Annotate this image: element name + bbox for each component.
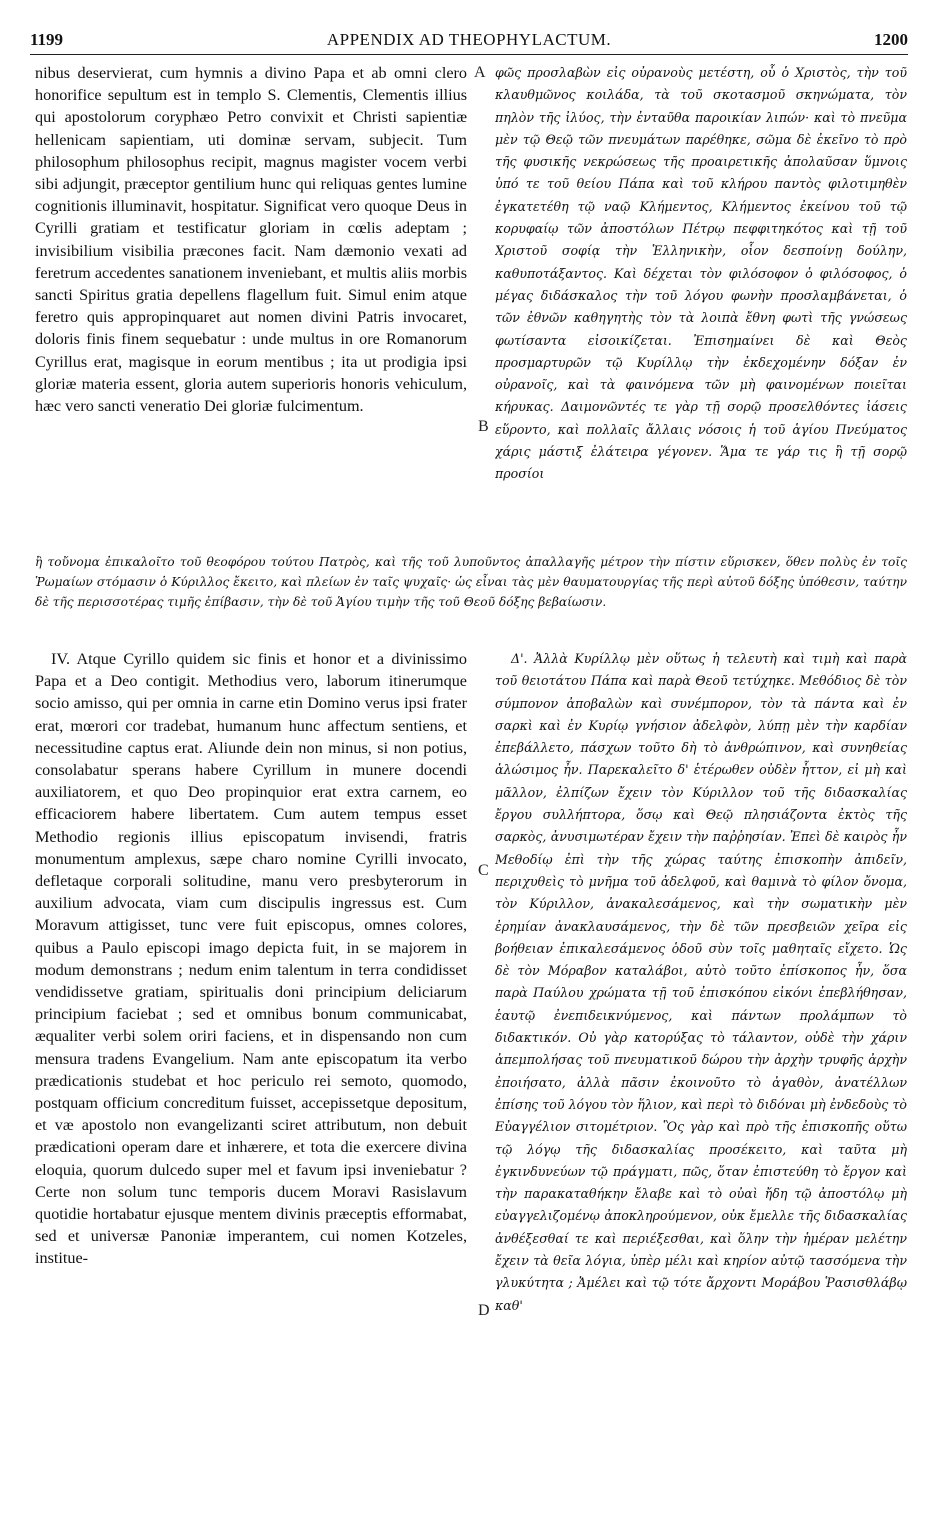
header-rule [30,54,908,55]
greek-full-width-continuation [35,552,907,652]
greek-column-section-2 [495,648,907,1518]
margin-letter-b: B [478,418,489,435]
running-title: APPENDIX AD THEOPHYLACTUM. [326,30,612,49]
latin-paragraph: IV. Atque Cyrillo quidem sic finis et honor et a divinissimo Papa et a Deo contigit. Methodius vero, laborum itinerumque socio amisso, qui per omnia in carne etin Domino verus ipsi frater erat, mœrori cor tradebat, humanum hunc affectum sentiens, et necessitudine captus erat. Aliunde dein non minus, si non potius, consolabatur sperans habere Cyrillum in munere docendi auxiliatorem, et quo Deo propinquior erat extra carnem, eo efficaciorem habere libertatem. Cum autem tempus esset Methodio regionis illius episcopatum invisendi, fratris monumentum amplexus, sæpe charo nomine Cyrilli invocato, defletaque corporali solitudine, manu vero presbyterorum in auxilium advocata, viam cum discipulis ingressus est. Cum Moravum attigisset, tunc vere fuit episcopus, omnes colores, quibus a Paulo episcopi imago depicta fuit, in se majorem in modum demonstrans ; nedum enim talentum in terra condidisset vendidissetve gratiam, spiritualis doni principium deliciarum principium faciebat ; sed et omnibus bonum communicabat, æqualiter verbi solem oriri faciens, et in dispensando non cum mensura tradens Evangelium. Nam ante episcopatum ita verbo prædicationis studebat et hoc periculo rei semoto, quomodo, postquam officium concreditum fuisset, accepissetque depositum, et væ apostolo non evangelizanti sciret attributum, non debuit prædicationi operam dare et inhærere, et tota die exercere divina eloquia, quorum dulcedo super mel et favum ipsi inveniebatur ? Certe non solum tunc temporis ducem Moravi Rasislavum quotidie hortabatur ejusque mentem divinis præceptis efformabat, sed et universæ Panoniæ imperantem, cui nomen Kotzeles, institue- [35,650,467,1268]
margin-letter-d: D [478,1302,490,1319]
margin-letter-a: A [474,64,486,81]
greek-paragraph: ἢ τοὔνομα ἐπικαλοῖτο τοῦ θεοφόρου τούτου Πατρὸς, καὶ τῆς τοῦ λυποῦντος ἀπαλλαγῆς μέτρον τὴν πίστιν εὕρισκεν, ὅθεν πολὺς ἐν τοῖς Ῥωμαίων στόμασιν ὁ Κύριλλος ἔκειτο, καὶ πλείων ἐν ταῖς ψυχαῖς· ὡς εἶναι τὰς μὲν θαυματουργίας τῆς περὶ αὐτοῦ δόξης ὑπόθεσιν, ταύτην δὲ τῆς περισσοτέρας τιμῆς ἐπίβασιν, τὴν δὲ τοῦ Ἁγίου τιμὴν τῆς τοῦ Θεοῦ δόξης βεβαίωσιν. [35,555,907,609]
latin-paragraph: nibus deservierat, cum hymnis a divino Papa et ab omni clero honorifice sepultum est in templo S. Clementis, Clementis illius qui apostolorum coryphæo Petro convixit et Christi sapientiæ hellenicam sapientiam, uti dominæ servam, subjecit. Tum philosophum philosophus recipit, magnus magister vocem verbi sibi adjungit, præceptor gentilium hunc qui reliquas gentes lumine cognitionis illuminavit, hospitatur. Significat vero quoque Deus in Cyrilli gratiam et testificatur gloriam in cœlis adeptam ; invisibilium visibilia præcones facit. Nam dæmonio vexati ad feretrum accedentes sanationem inveniebant, et multis aliis morbis sancti Spiritus gratia depellens flagellum fuit. Simul enim atque feretro quis appropinquaret aut nomen divini Patris invocaret, doloris finis finem sequebatur : unde multus in ore Romanorum Cyrillus erat, magisque in eorum mentibus ; ita ut prodigia ipsi gloriæ materia essent, gloria autem superioris honoris vehiculum, hæc vero sancti veneratio Dei gloriæ fulcimentum. [35,64,467,416]
greek-paragraph: Δ'. Ἀλλὰ Κυρίλλῳ μὲν οὕτως ἡ τελευτὴ καὶ τιμὴ καὶ παρὰ τοῦ θειοτάτου Πάπα καὶ παρὰ Θεοῦ τετύχηκε. Μεθόδιος δὲ τὸν σύμπονον ἀποβαλὼν καὶ συνέμπορον, τὸν τὰ πάντα καὶ ἐν σαρκὶ καὶ ἐν Κυρίῳ γνήσιον ἀδελφὸν, λύπῃ μὲν τὴν καρδίαν ἐπεβάλλετο, πάσχων τοῦτο δὴ τὸ ἀνθρώπινον, καὶ συνηθείας ἁλώσιμος ἦν. Παρεκαλεῖτο δ' ἑτέρωθεν οὐδὲν ἧττον, εἰ μὴ καὶ μᾶλλον, ἐλπίζων ἔχειν τὸν Κύριλλον τοῦ τῆς διδασκαλίας ἔργου συλλήπτορα, ὅσῳ καὶ Θεῷ πλησιάζοντα ἐκτὸς τῆς σαρκὸς, ἀνυσιμωτέραν ἔχειν τὴν παῤῥησίαν. Ἐπεὶ δὲ καιρὸς ἦν Μεθοδίῳ ἐπὶ τὴν τῆς χώρας ταύτης ἐπισκοπὴν ἀπιδεῖν, περιχυθεὶς τὸ μνῆμα τοῦ ἀδελφοῦ, καὶ θαμινὰ τὸ φίλον ὄνομα, τὸν Κύριλλον, ἀνακαλεσάμενος, καὶ τὴν σωματικὴν μὲν ἐρημίαν ἀνακλαυσάμενος, τὴν δὲ τῶν πρεσβειῶν χεῖρα εἰς βοήθειαν ἐπικαλεσάμενος ὁδοῦ σὺν τοῖς μαθηταῖς εἴχετο. Ὡς δὲ τὸν Μόραβον καταλάβοι, αὐτὸ τοῦτο ἐπίσκοπος ἦν, ὅσα παρὰ Παύλου χρώματα τῇ τοῦ ἐπισκόπου εἰκόνι ἐπεβλήθησαν, ἑαυτῷ ἐνεπιδεικνύμενος, καὶ πάντων προλάμπων τὸ διδακτικόν. Οὐ γὰρ κατορύξας τὸ τάλαντον, οὐδὲ τὴν χάριν ἀπεμπολήσας τοῦ πνευματικοῦ δώρου τὴν ἀρχὴν τρυφῆς ἀρχὴν ἐποιήσατο, ἀλλὰ πᾶσιν ἐκοινοῦτο τὸ ἀγαθὸν, ἀνατέλλων ἐπίσης τοῦ λόγου τὸν ἥλιον, καὶ περὶ τὸ διδόναι μὴ ἐνδεδοὺς τὸ Εὐαγγέλιον σιτομέτριον. Ὃς γὰρ καὶ πρὸ τῆς ἐπισκοπῆς οὕτω τῷ λόγῳ τῆς διδασκαλίας προσέκειτο, καὶ ταῦτα μὴ ἐγκινδυνεύων τῷ πράγματι, πῶς, ὅταν ἐπιστεύθη τὸ ἔργον καὶ τὴν παρακαταθήκην ἔλαβε καὶ τὸ οὐαὶ ἤδη τῷ ἀποστόλῳ μὴ εὐαγγελιζομένῳ ἀποκληρούμενον, οὐκ ἔμελλε τῆς διδασκαλίας ἀνθέξεσθαί τε καὶ περιέξεσθαι, καὶ ὅλην τὴν ἡμέραν μελέτην ἔχειν τὰ θεῖα λόγια, ὑπὲρ μέλι καὶ κηρίον αὐτῷ τασσόμενα τὴν γλυκύτητα ; Ἀμέλει καὶ τῷ τότε ἄρχοντι Μοράβου Ῥασισθλάβῳ καθ' [495,651,907,1313]
page-number-left: 1199 [30,30,64,49]
page-header [30,30,908,58]
latin-column-section-2 [35,648,467,1518]
margin-letter-c: C [478,862,489,879]
page-number-right: 1200 [874,30,908,49]
greek-paragraph: φῶς προσλαβὼν εἰς οὐρανοὺς μετέστη, οὗ ὁ Χριστὸς, τὴν τοῦ κλαυθμῶνος κοιλάδα, τὰ τοῦ σκοτασμοῦ σκηνώματα, τὸν πηλὸν τῆς ἰλύος, τὴν ἐνταῦθα παροικίαν λιπών· καὶ τὸ πνεῦμα μὲν τῷ Θεῷ τῶν πνευμάτων παρέθηκε, σῶμα δὲ ἐκεῖνο τὸ πρὸ τῆς φυσικῆς νεκρώσεως τῆς προαιρετικῆς ἀπολαῦσαν ὕμνοις ὑπό τε τοῦ θείου Πάπα καὶ τοῦ κλήρου παντὸς φιλοτιμηθὲν ἐγκατετέθη τῷ ναῷ Κλήμεντος, Κλήμεντος ἐκείνου τοῦ τῷ κορυφαίῳ τῶν ἀποστόλων Πέτρῳ πεφφιτηκότος καὶ τῇ τοῦ Χριστοῦ σοφίᾳ τὴν Ἑλληνικὴν, οἷον δεσποίνῃ δούλην, καθυποτάξαντος. Καὶ δέχεται τὸν φιλόσοφον ὁ φιλόσοφος, ὁ μέγας διδάσκαλος τὴν τοῦ λόγου φωνὴν προσλαμβάνεται, ὁ τῶν ἐθνῶν καθηγητὴς τὸν τὰ λοιπὰ ἔθνη φωτὶ τῆς γνώσεως φωτίσαντα εἰσοικίζεται. Ἐπισημαίνει δὲ καὶ Θεὸς προσμαρτυρῶν τῷ Κυρίλλῳ τὴν ἐκδεχομένην δόξαν ἐν οὐρανοῖς, καὶ τὰ φαινόμενα τῶν μὴ φαινομένων ποιεῖται κήρυκας. Δαιμονῶντές τε γὰρ τῇ σορῷ προσελθόντες ἰάσεις εὕροντο, καὶ πολλαῖς ἄλλαις νόσοις ἡ τοῦ ἁγίου Πνεύματος χάρις μάστιξ ἐλάτειρα γέγονεν. Ἅμα τε γάρ τις ἢ τῇ σορῷ προσίοι [495,65,907,482]
greek-column-section-1 [495,62,907,588]
latin-column-section-1 [35,62,467,588]
